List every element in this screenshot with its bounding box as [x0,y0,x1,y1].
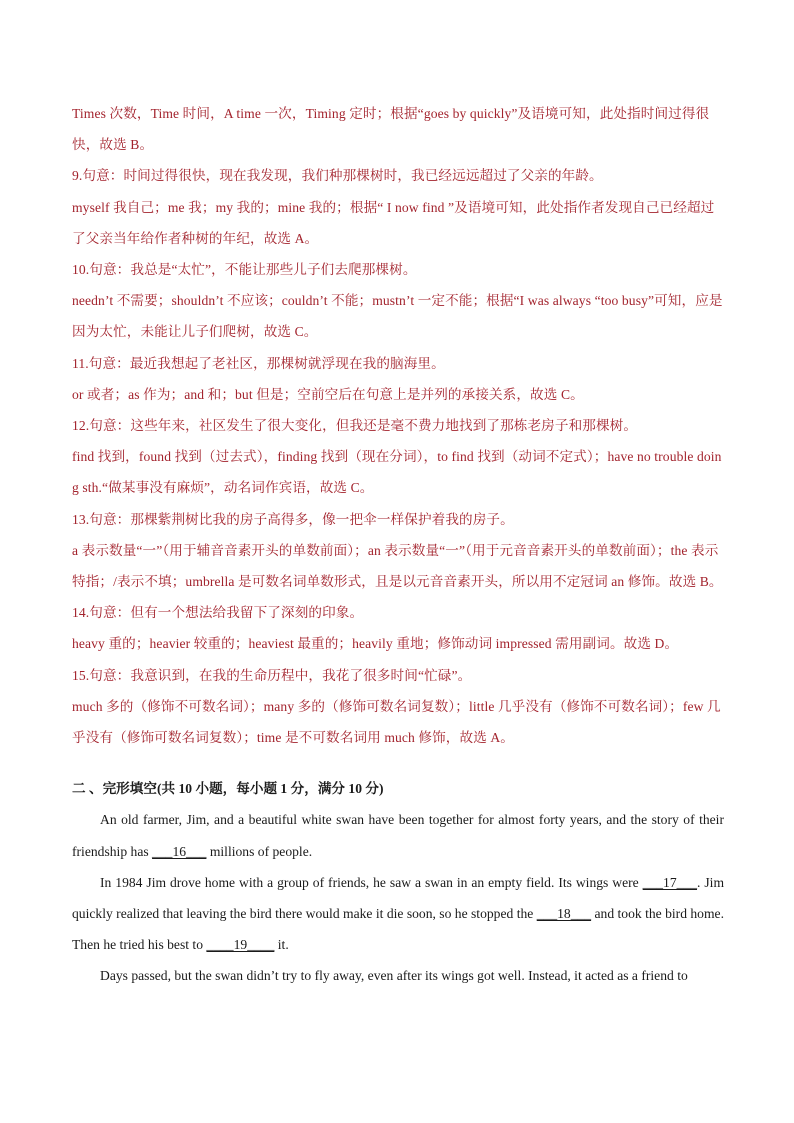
p2-sentence-4: it. [274,937,289,953]
blank-16: ___16___ [152,843,207,859]
explanation-10-translation: 10.句意：我总是“太忙”，不能让那些儿子们去爬那棵树。 [72,262,417,278]
p1-text-before: An old farmer, Jim, and a beautiful white swan have been together for almost forty years, and the story of their friendship has [72,812,724,859]
explanation-11-translation: 11.句意：最近我想起了老社区，那棵树就浮现在我的脑海里。 [72,355,445,371]
p1-text-after: millions of people. [206,843,313,859]
explanation-9-detail: myself 我自己；me 我；my 我的；mine 我的；根据“ I now find ”及语境可知，此处指作者发现自己已经超过了父亲当年给作者种树的年纪，故选 A。 [72,199,715,246]
explanation-9-translation: 9.句意：时间过得很快，现在我发现，我们种那棵树时，我已经远远超过了父亲的年龄。 [72,168,603,184]
explanation-14-translation: 14.句意：但有一个想法给我留下了深刻的印象。 [72,605,364,621]
p2-sentence-1: In 1984 Jim drove home with a group of friends, he saw a swan in an empty field. Its wings were [100,874,643,890]
passage-paragraph-2 [72,867,724,961]
passage-paragraph-1 [72,804,724,866]
explanation-14-detail: heavy 重的；heavier 较重的；heaviest 最重的；heavily 重地；修饰动词 impressed 需用副词。故选 D。 [72,636,679,652]
p2-sentence-2: . Jim quickly realized that leaving the bird there would make it die soon, so he stopped the [72,874,725,922]
p2-sentence-3: and took the bird home. Then he tried his best to [72,906,724,953]
explanation-8-detail: Times 次数，Time 时间，A time 一次，Timing 定时；根据“goes by quickly”及语境可知，此处指时间过得很快，故选 B。 [72,106,710,153]
blank-17: ___17___ [642,874,698,890]
blank-19: ____19____ [206,937,275,953]
blank-18: ___18___ [536,906,592,922]
explanation-11-detail: or 或者；as 作为；and 和；but 但是；空前空后在句意上是并列的承接关系，故选 C。 [72,386,584,402]
explanation-13-translation: 13.句意：那棵紫荆树比我的房子高得多，像一把伞一样保护着我的房子。 [72,511,514,527]
explanation-13-detail: a 表示数量“一”（用于辅音音素开头的单数前面）；an 表示数量“一”（用于元音音素开头的单数前面）；the 表示特指；/表示不填；umbrella 是可数名词单数形式，且是以元音音素开头，所以用不定冠词 an 修饰。故选 B。 [72,542,723,590]
section-spacer [72,753,724,773]
p3-text: Days passed, but the swan didn’t try to fly away, even after its wings got well. Instead, it acted as a friend to [100,968,688,984]
explanation-12-translation: 12.句意：这些年来，社区发生了很大变化，但我还是毫不费力地找到了那栋老房子和那棵树。 [72,418,638,434]
explanation-15-detail: much 多的（修饰不可数名词）；many 多的（修饰可数名词复数）；little 几乎没有（修饰不可数名词）；few 几乎没有（修饰可数名词复数）；time 是不可数名词用 much 修饰，故选 A。 [72,698,721,746]
explanation-10-detail: needn’t 不需要；shouldn’t 不应该；couldn’t 不能；mustn’t 一定不能；根据“I was always “too busy”可知，应是因为太忙，未能让儿子们爬树，故选 C。 [72,293,723,340]
explanation-12-detail: find 找到，found 找到（过去式），finding 找到（现在分词），to find 找到（动词不定式）；have no trouble doing sth.“做某事没有麻烦”，动名词作宾语，故选 C。 [72,449,722,496]
passage-paragraph-3 [72,960,724,991]
section-title: 二 、完形填空(共 10 小题，每小题 1 分，满分 10 分) [72,781,384,797]
explanation-15-translation: 15.句意：我意识到，在我的生命历程中，我花了很多时间“忙碌”。 [72,667,472,683]
